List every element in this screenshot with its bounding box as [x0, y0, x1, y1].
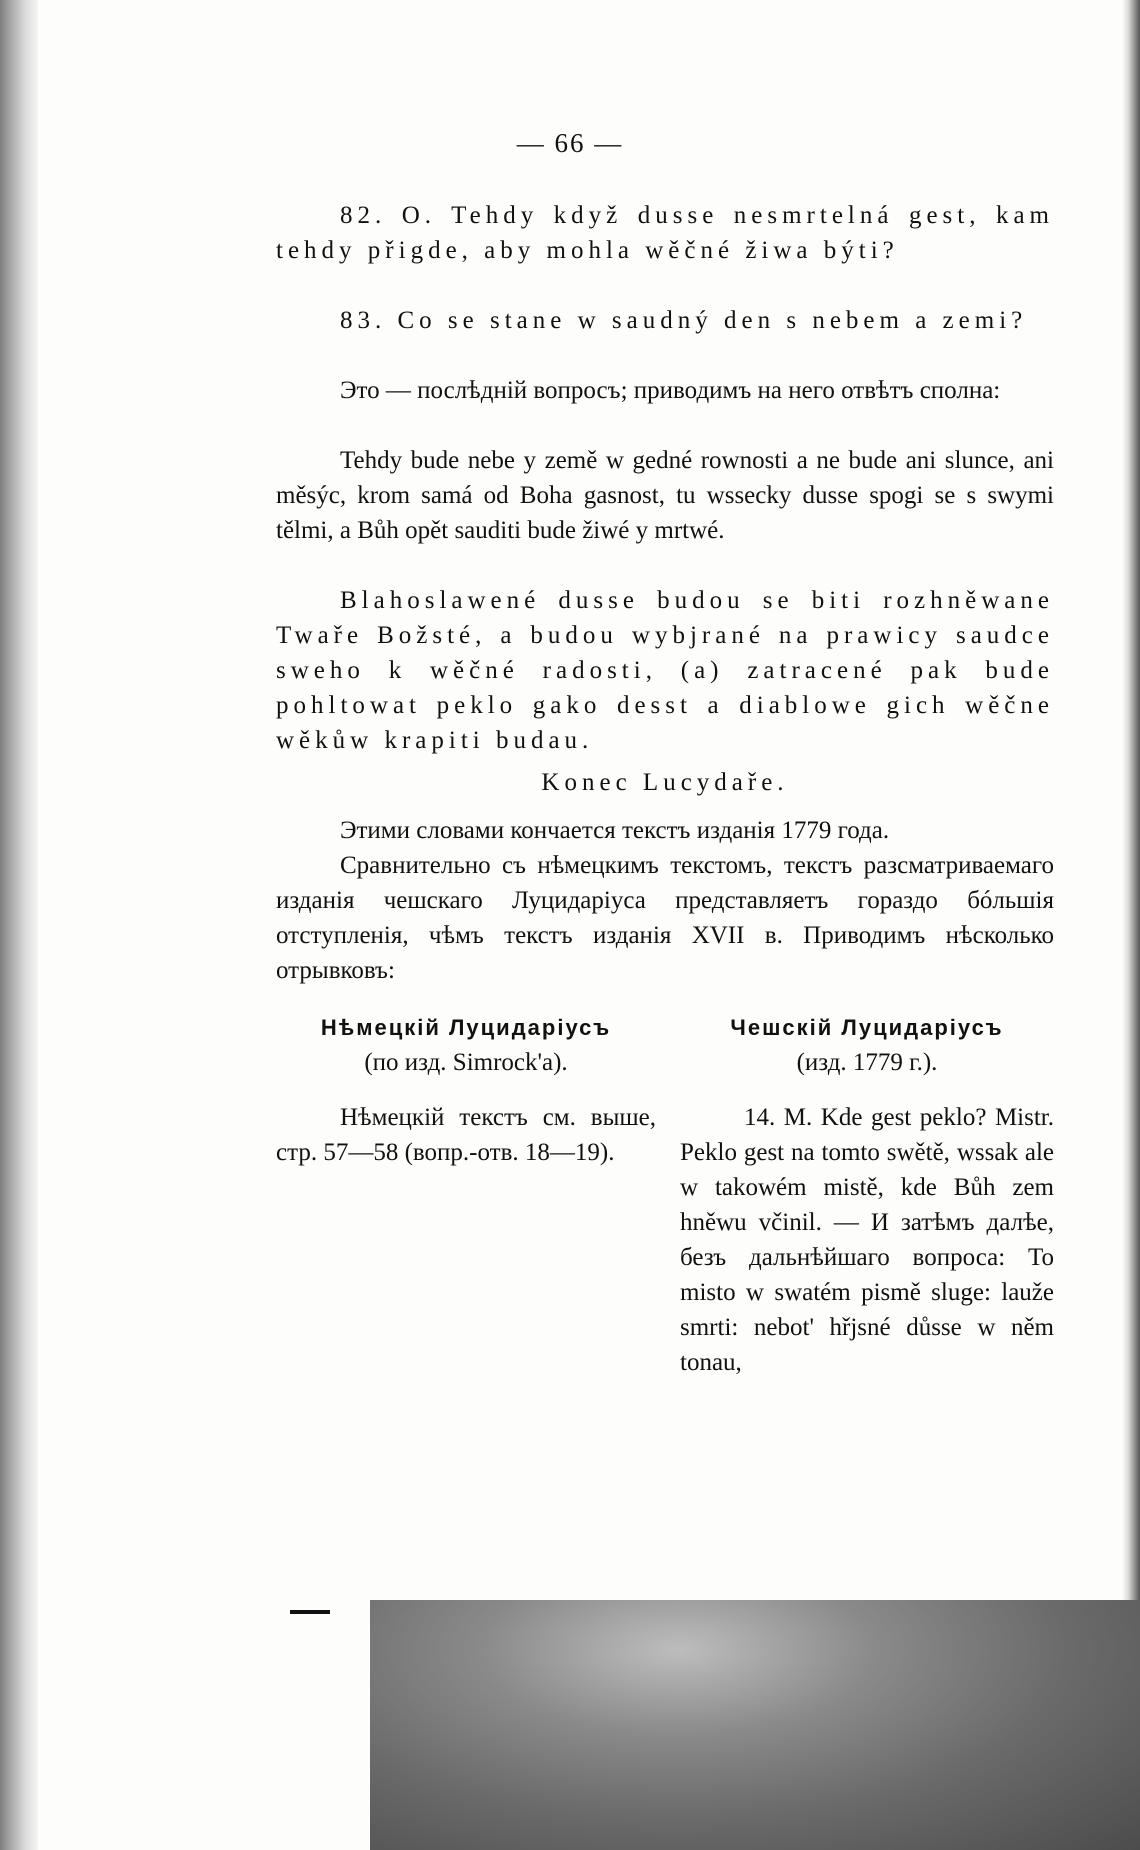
konec-line [276, 765, 1054, 800]
comparison-text: Сравнительно съ нѣмецкимъ текстомъ, текстъ разсматриваемаго изданія чешскаго Луцидаріуса представляетъ гораздо бóльшія отступленія, чѣмъ текстъ изданія XVII в. Приводимъ нѣсколько отрывковъ: [276, 852, 1054, 984]
ending-note-text: Этими словами кончается текстъ изданія 1779 года. [340, 817, 890, 844]
comparison-paragraph [276, 848, 1054, 988]
page-binding-edge [0, 0, 38, 1850]
answer-intro-text: Это — послѣдній вопросъ; приводимъ на него отвѣтъ сполна: [340, 377, 1001, 404]
right-column-body [680, 1100, 1054, 1380]
question-83 [276, 303, 1054, 338]
answer-paragraph-1-text: Tehdy bude nebe y země w gedné rownosti a ne bude ani slunce, ani měsýc, krom samá od Boha gasnost, tu wssecky dusse spogi se s swymi tělmi, a Bůh opět sauditi bude žiwé y mrtwé. [276, 447, 1054, 544]
left-column-edition: (по изд. Simrock'a). [364, 1049, 568, 1076]
left-column-text: Нѣмецкій текстъ см. выше, стр. 57—58 (вопр.-отв. 18—19). [276, 1104, 656, 1166]
answer-paragraph-1 [276, 443, 1054, 548]
question-83-text: 83. Co se stane w saudný den s nebem a zemi? [340, 307, 1028, 334]
bottom-dash [290, 1610, 330, 1614]
scan-shadow-artifact [370, 1600, 1140, 1850]
page-number: — 66 — [516, 128, 624, 158]
right-column-edition: (изд. 1779 г.). [796, 1049, 938, 1076]
question-82 [276, 198, 1054, 268]
right-column-heading: Чешскій Луцидаріусъ [730, 1015, 1004, 1040]
ending-note [276, 813, 1054, 848]
left-column-heading: Нѣмецкій Луцидаріусъ [320, 1015, 612, 1040]
answer-paragraph-2-text: Blahoslawené dusse budou se biti rozhněwane Twaře Božsté, a budou wybjrané na prawicy saudce sweho k wěčné radosti, (a) zatracené pak bude pohltowat peklo gako desst a diablowe gich wěčne wěkůw krapiti budau. [276, 587, 1054, 754]
page-right-edge [1122, 0, 1140, 1850]
answer-intro [276, 373, 1054, 408]
question-82-text: 82. O. Tehdy když dusse nesmrtelná gest, kam tehdy přigde, aby mohla wěčné žiwa býti? [276, 202, 1054, 264]
right-column-text: 14. M. Kde gest peklo? Mistr. Peklo gest na tomto swětě, wssak ale w takowém mistě, kde Bůh zem hněwu včinil. — И затѣмъ далѣе, безъ дальнѣйшаго вопроса: To misto w swatém pismě sluge: lauže smrti: nebot' hřjsné důsse w něm tonau, [680, 1104, 1054, 1376]
konec-text: Konec Lucydaře. [541, 769, 789, 796]
left-column-header [276, 1010, 656, 1080]
left-column-body [276, 1100, 656, 1170]
right-column-header [680, 1010, 1054, 1080]
answer-paragraph-2 [276, 583, 1054, 758]
